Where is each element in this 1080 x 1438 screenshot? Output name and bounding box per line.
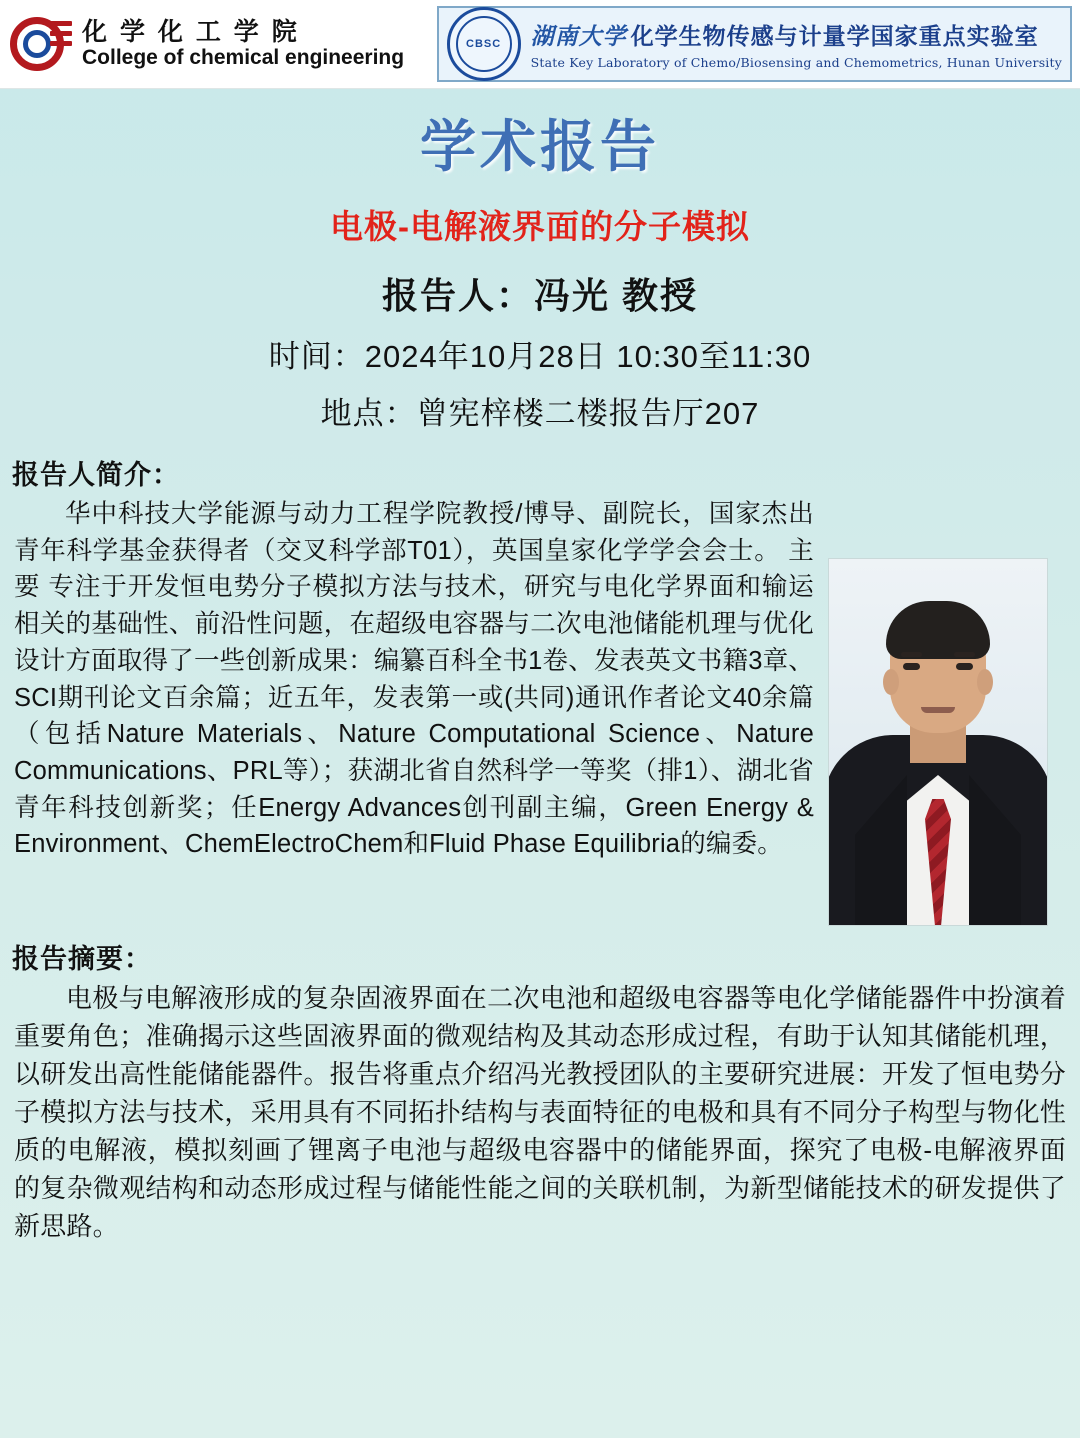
time-line: 时间：2024年10月28日 10:30至11:30 <box>268 339 812 374</box>
page-header <box>0 0 1080 89</box>
bio-heading: 报告人简介： <box>12 460 180 490</box>
abstract-heading: 报告摘要： <box>12 944 152 975</box>
bio-text: 华中科技大学能源与动力工程学院教授/博导、副院长，国家杰出青年科学基金获得者（交叉科学部T01），英国皇家化学学会会士。 主 要 专注于开发恒电势分子模拟方法与技术，研究与电化学界面和输运相关的基础性、前沿性问题，在超级电容器与二次电池储能机理与优化设计方面取得了一些创新成果：编纂百科全书1卷、发表英文书籍3章、SCI期刊论文百余篇；近五年，发表第一或(共同)通讯作者论文40余篇（包括Nature Materials、Nature Computational Science、Nature Communications、PRL等）；获湖北省自然科学一等奖（排1）、湖北省青年科技创新奖；任Energy Advances创刊副主编，Green Energy & Environment、ChemElectroChem和Fluid Phase Equilibria的编委。 <box>14 500 814 859</box>
college-logo-icon <box>10 13 72 75</box>
lab-name-cn-text: 化学生物传感与计量学国家重点实验室 <box>630 23 1039 49</box>
bio-section <box>14 496 1066 863</box>
college-name-cn: 化 学 化 工 学 院 <box>82 17 300 46</box>
lab-branding <box>437 6 1072 82</box>
lab-university-name: 湖南大学 <box>530 23 627 50</box>
speaker-portrait <box>828 558 1048 926</box>
college-branding <box>0 0 437 88</box>
abstract-text: 电极与电解液形成的复杂固液界面在二次电池和超级电容器等电化学储能器件中扮演着重要角色；准确揭示这些固液界面的微观结构及其动态形成过程，有助于认知其储能机理，以研发出高性能储能器件。报告将重点介绍冯光教授团队的主要研究进展：开发了恒电势分子模拟方法与技术，采用具有不同拓扑结构与表面特征的电极和具有不同分子构型与物化性质的电解液，模拟刻画了锂离子电池与超级电容器中的储能界面，探究了电极-电解液界面的复杂微观结构和动态形成过程与储能性能之间的关联机制，为新型储能技术的研发提供了新思路。 <box>14 983 1066 1241</box>
college-name-en: College of chemical engineering <box>82 46 405 70</box>
abstract-section <box>14 980 1066 1246</box>
lab-seal-icon <box>447 7 521 81</box>
speaker-line: 报告人：冯光 教授 <box>381 275 698 316</box>
poster-title-block <box>0 89 1080 433</box>
lab-name-en: State Key Laboratory of Chemo/Biosensing and Chemometrics, Hunan University <box>530 55 1062 70</box>
lab-name-cn <box>531 18 1062 51</box>
lab-seal-letters: CBSC <box>466 37 502 50</box>
place-line: 地点：曾宪梓楼二楼报告厅207 <box>320 396 760 431</box>
lecture-subtitle: 电极-电解液界面的分子模拟 <box>330 208 750 245</box>
page-title: 学术报告 <box>420 115 660 178</box>
